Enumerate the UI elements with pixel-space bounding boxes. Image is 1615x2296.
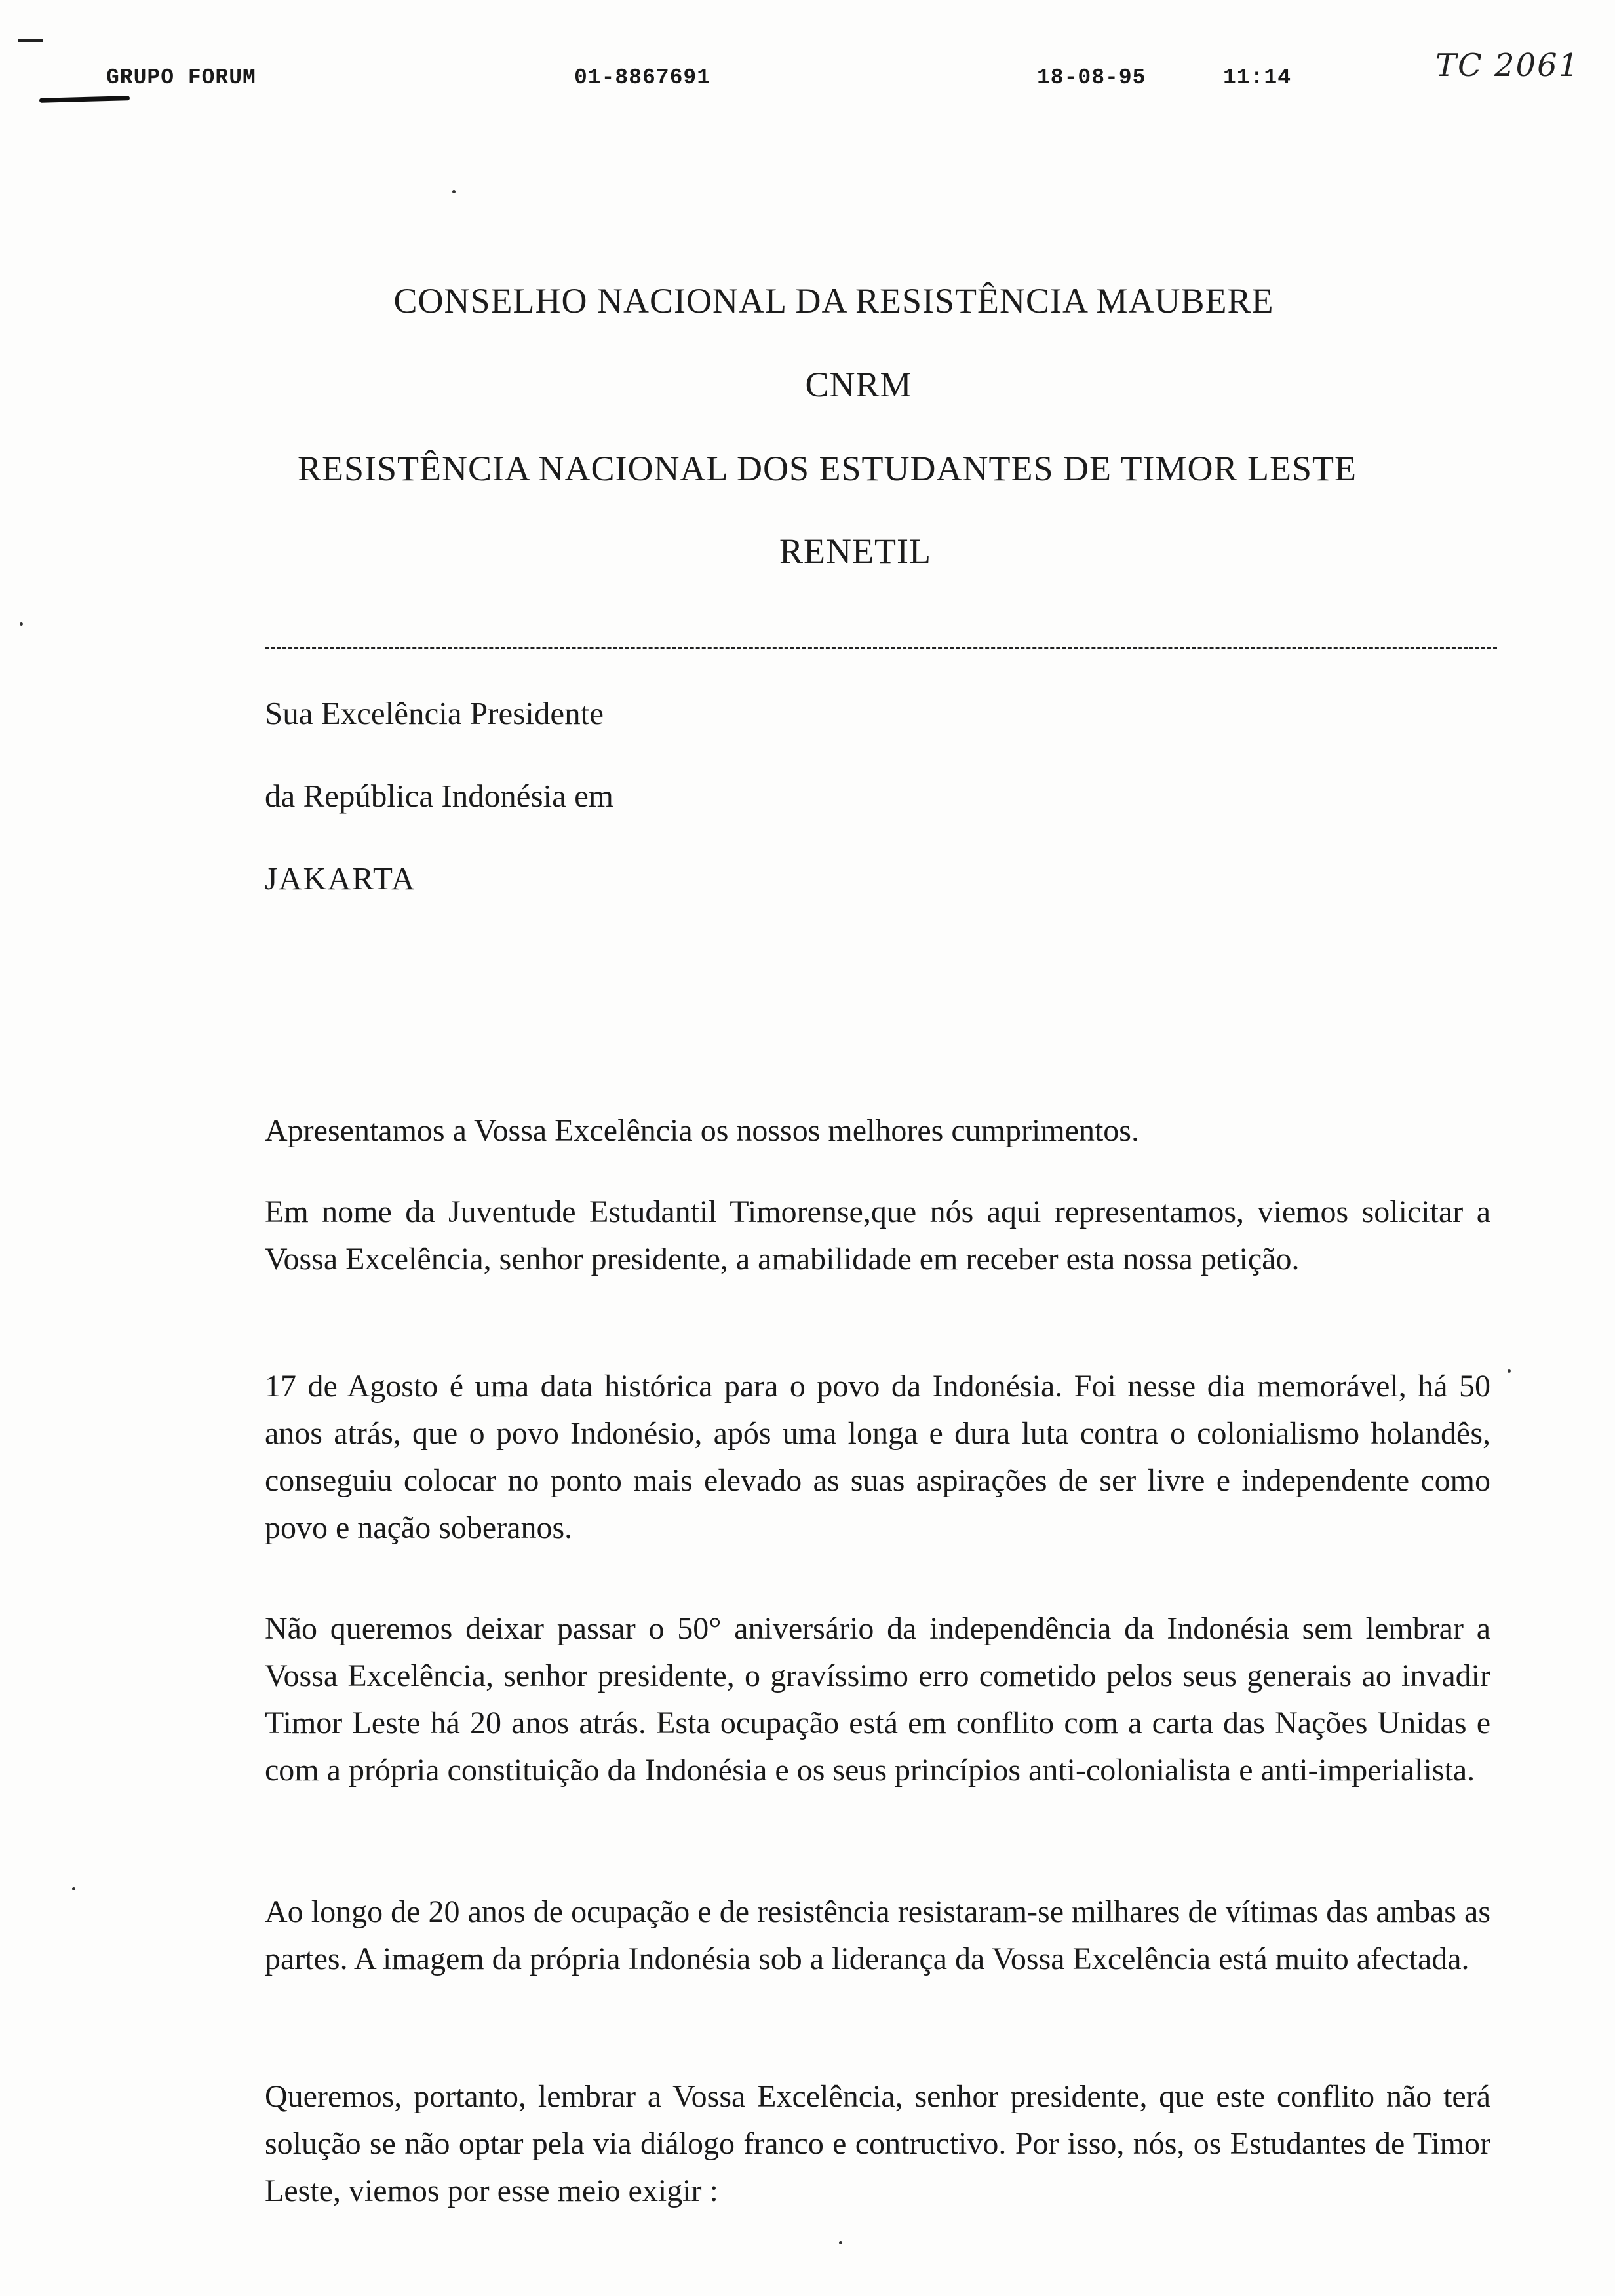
scan-speck [839,2241,842,2244]
heading-divider [265,647,1497,649]
heading-organization: CONSELHO NACIONAL DA RESISTÊNCIA MAUBERE [393,281,1274,320]
body-paragraph-greeting: Apresentamos a Vossa Excelência os nossos melhores cumprimentos. [265,1113,1139,1148]
heading-sub-acronym: RENETIL [779,531,931,571]
handwritten-note: TC 2061 [1435,47,1580,84]
scan-speck [72,1887,75,1890]
fax-sender: GRUPO FORUM [106,66,256,90]
fax-number: 01-8867691 [574,66,711,90]
body-paragraph-occupation: Não queremos deixar passar o 50° aniversário da independência da Indonésia sem lembrar a Vossa Excelência, senhor presidente, o gravíssimo erro cometido pelos seus generais ao invadir Timor Leste há 20 anos atrás. Esta ocupação está em conflito com a carta das Nações Unidas e com a própria constituição da Indonésia e os seus princípios anti-colonialista e anti-imperialista. [265,1611,1490,1788]
handwritten-underline [39,96,130,103]
heading-sub-organization: RESISTÊNCIA NACIONAL DOS ESTUDANTES DE TIMOR LESTE [298,449,1357,488]
addressee-line-1: Sua Excelência Presidente [265,695,604,731]
body-paragraph-demand: Queremos, portanto, lembrar a Vossa Excelência, senhor presidente, que este conflito não terá solução se não optar pela via diálogo franco e contructivo. Por isso, nós, os Estudantes de Timor Leste, viemos por esse meio exigir : [265,2079,1490,2208]
addressee-city: JAKARTA [265,860,416,896]
fax-time: 11:14 [1223,66,1292,90]
fax-date: 18-08-95 [1037,66,1146,90]
scan-mark [18,39,43,42]
scan-speck [1508,1369,1511,1373]
body-paragraph-history: 17 de Agosto é uma data histórica para o povo da Indonésia. Foi nesse dia memorável, há 50 anos atrás, que o povo Indonésio, após uma longa e dura luta contra o colonialismo holandês, conseguiu colocar no ponto mais elevado as suas aspirações de ser livre e independente como povo e nação soberanos. [265,1369,1490,1545]
body-paragraph-request: Em nome da Juventude Estudantil Timorense,que nós aqui representamos, viemos solicitar a Vossa Excelência, senhor presidente, a amabilidade em receber esta nossa petição. [265,1195,1490,1276]
addressee-line-2: da República Indonésia em [265,778,614,814]
body-paragraph-victims: Ao longo de 20 anos de ocupação e de resistência resistaram-se milhares de vítimas das ambas as partes. A imagem da própria Indonésia sob a liderança da Vossa Excelência está muito afectada. [265,1894,1490,1976]
heading-acronym: CNRM [805,365,912,404]
scan-speck [452,190,456,193]
scan-speck [20,622,23,626]
